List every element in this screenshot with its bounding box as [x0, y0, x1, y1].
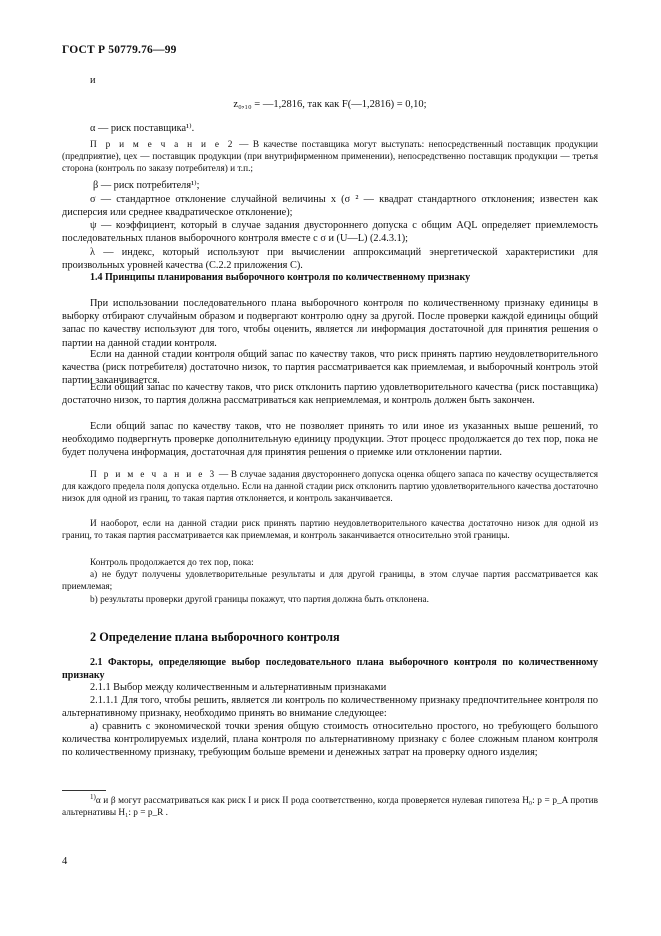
section-1-4-p1: При использовании последовательного плана выборочного контроля по количественному признаку единицы в выборку отбирают случайным образом и подвергают контролю одну за другой. После проверки каждой единицы общий запас по качеству используют для того, чтобы оценить, является ли информация достаточной для принятия решения о партии на данной стадии контроля. — [62, 298, 598, 349]
note-3-item-b: b) результаты проверки другой границы покажут, что партия должна быть отклонена. — [90, 595, 429, 605]
note-3-head: П р и м е ч а н и е 3 — [90, 470, 217, 480]
section-2-1-1-1-item-a: а) сравнить с экономической точки зрения общую стоимость относительно простого, но требующего большого количества контролируемых изделий, плана контроля по альтернативному признаку с более сложным планом контроля по количественному признаку, требующим больше времени и денежных затрат на проверку одного изделия; — [62, 721, 598, 759]
section-2-1-1-title: 2.1.1 Выбор между количественным и альтернативным признаками — [90, 682, 387, 693]
note-3-text: — В случае задания двустороннего допуска оценка общего запаса по качеству осуществляется для каждого предела поля допуска отдельно. Если на данной стадии риск отклонить партию удовлетворительного качества достаточно низок для одной из границ, то такая партия отклоняется, и контроль заканчивается. — [62, 470, 598, 504]
note-3-p2: И наоборот, если на данной стадии риск принять партию неудовлетворительного качества достаточно низок для одной из границ, то такая партия рассматривается как приемлемая, и контроль заканчивается относительно этой границы. — [62, 519, 598, 541]
section-1-4-title: 1.4 Принципы планирования выборочного контроля по количественному признаку — [90, 272, 471, 283]
note-3 — [62, 469, 598, 505]
section-1-4-p3: Если общий запас по качеству таков, что риск отклонить партию удовлетворительного качества (риск поставщика) достаточно низок, то партия должна рассматриваться как неприемлемая, и контроль должен быть закончен. — [62, 382, 598, 407]
note-2 — [62, 139, 598, 175]
note-2-text: — В качестве поставщика могут выступать: непосредственный поставщик продукции (предприятие), цех — поставщик продукции (при внутрифирменном применении), непосредственно поставщик продукции — третья сторона (контроль по заказу потребителя) и т.п.; — [62, 140, 598, 174]
note-3-p3: Контроль продолжается до тех пор, пока: — [90, 558, 254, 568]
section-1-4-p2: Если на данной стадии контроля общий запас по качеству таков, что риск принять партию неудовлетворительного качества (риск потребителя) достаточно низок, то партия рассматривается как приемлемая, и выборочный контроль этой партии заканчивается. — [62, 349, 598, 387]
footnote-separator — [62, 790, 106, 791]
and-word: и — [90, 75, 96, 86]
section-2-1-1-1: 2.1.1.1 Для того, чтобы решить, является ли контроль по количественному признаку предпочтительнее контроля по альтернативному признаку, необходимо принять во внимание следующее: — [62, 695, 598, 720]
lambda-definition: λ — индекс, который используют при вычислении аппроксимаций энергетической характеристики для произвольных уровней качества (С.2.2 приложения С). — [62, 247, 598, 272]
footnote-text: α и β могут рассматриваться как риск I и риск II рода соответственно, когда проверяется нулевая гипотеза H₀: p = p_A против альтернативы H₁: p = p_R . — [62, 796, 598, 818]
note-2-head: П р и м е ч а н и е 2 — [90, 140, 235, 150]
formula-z010: z₀,₁₀ = —1,2816, так как F(—1,2816) = 0,10; — [233, 99, 427, 110]
section-2-1-title: 2.1 Факторы, определяющие выбор последовательного плана выборочного контроля по количественному признаку — [62, 657, 598, 682]
section-1-4-p4: Если общий запас по качеству таков, что не позволяет принять то или иное из указанных выше решений, то необходимо подвергнуть проверке дополнительную единицу продукции. Этот процесс продолжается до тех пор, пока не будет получена информация, достаточная для принятия решения о приемке или отклонении партии. — [62, 421, 598, 459]
beta-definition: β — риск потребителя¹⁾; — [93, 180, 200, 191]
psi-definition: ψ — коэффициент, который в случае задания двустороннего допуска с общим AQL определяет приемлемость последовательных планов выборочного контроля вместе с σ и (U—L) (2.4.3.1); — [62, 220, 598, 245]
document-id: ГОСТ Р 50779.76—99 — [62, 44, 177, 56]
page-number: 4 — [62, 856, 68, 867]
section-2-title: 2 Определение плана выборочного контроля — [90, 630, 340, 644]
sigma-definition: σ — стандартное отклонение случайной величины x (σ ² — квадрат стандартного отклонения; известен как дисперсия или среднее квадратическое отклонение); — [62, 194, 598, 219]
footnote — [62, 792, 598, 819]
footnote-mark: 1) — [90, 792, 96, 801]
alpha-definition: α — риск поставщика¹⁾. — [90, 123, 195, 134]
note-3-item-a: а) не будут получены удовлетворительные результаты и для другой границы, в этом случае партия рассматривается как приемлемая; — [62, 570, 598, 592]
